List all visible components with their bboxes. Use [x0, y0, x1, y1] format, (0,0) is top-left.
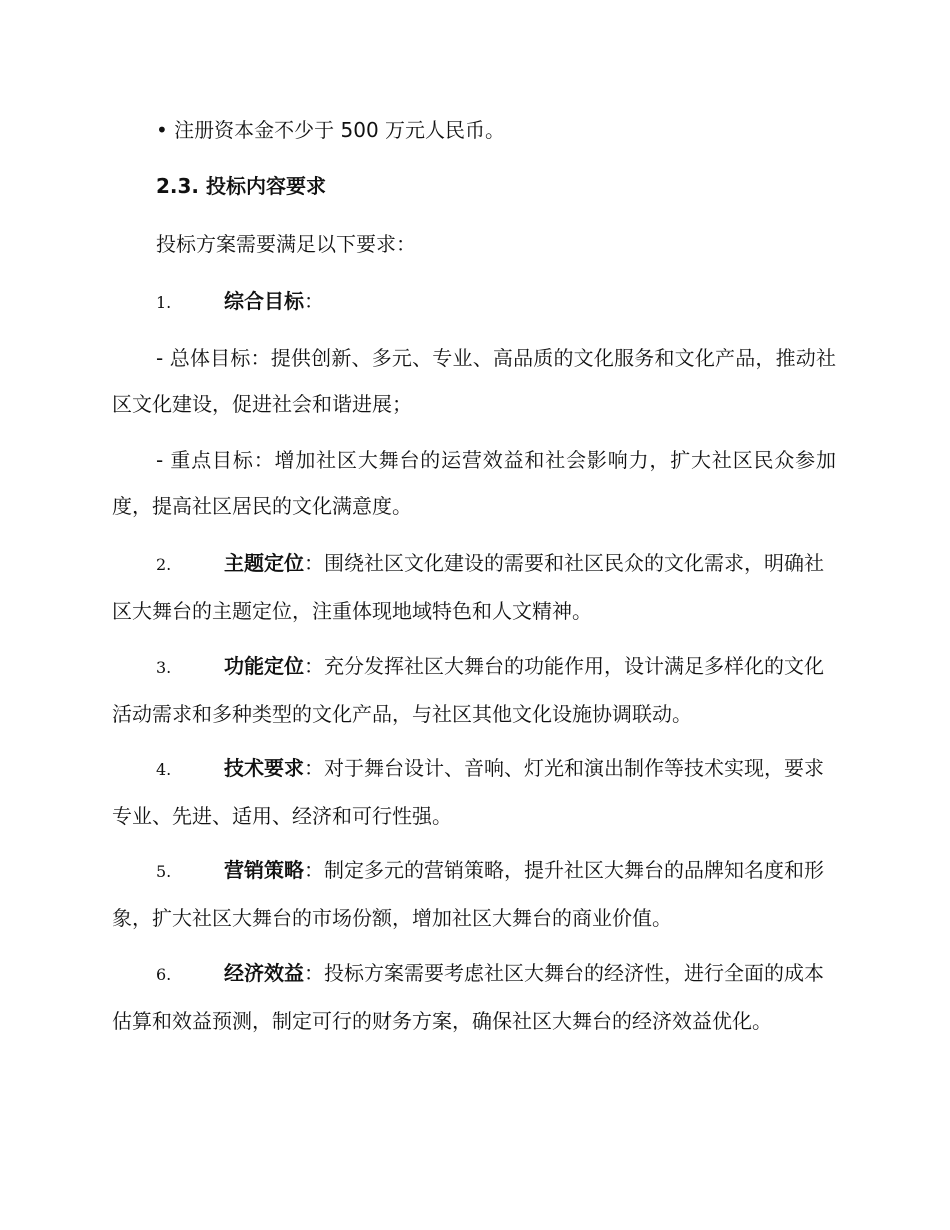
list-item [112, 643, 836, 737]
list-item [112, 847, 836, 941]
list-item-number: 5. [156, 862, 172, 881]
list-item-text: ： [304, 289, 324, 313]
list-item-number: 4. [156, 760, 172, 779]
list-item [112, 540, 836, 634]
list-item-term: 主题定位 [224, 551, 304, 575]
sub-goal-overall: - 总体目标：提供创新、多元、专业、高品质的文化服务和文化产品，推动社区文化建设，促进社会和谐进展； [112, 346, 836, 416]
list-item [112, 278, 836, 326]
list-item-term: 经济效益 [224, 961, 304, 985]
list-item-term: 技术要求 [224, 756, 304, 780]
list-item-text: ：充分发挥社区大舞台的功能作用，设计满足多样化的文化活动需求和多种类型的文化产品，与社区其他文化设施协调联动。 [112, 654, 824, 726]
intro-paragraph: 投标方案需要满足以下要求： [156, 232, 416, 256]
capital-requirement-line: • 注册资本金不少于 500 万元人民币。 [156, 118, 506, 142]
list-item-term: 功能定位 [224, 654, 304, 678]
list-item-number: 1. [156, 293, 172, 312]
list-item-term: 综合目标 [224, 289, 304, 313]
list-item-number: 2. [156, 555, 172, 574]
list-item-text: ：投标方案需要考虑社区大舞台的经济性，进行全面的成本估算和效益预测，制定可行的财务方案，确保社区大舞台的经济效益优化。 [112, 961, 824, 1033]
list-item [112, 950, 836, 1044]
list-item-number: 6. [156, 965, 172, 984]
section-heading: 2.3. 投标内容要求 [156, 174, 326, 198]
list-item-text: ：围绕社区文化建设的需要和社区民众的文化需求，明确社区大舞台的主题定位，注重体现地域特色和人文精神。 [112, 551, 824, 623]
list-item-text: ：对于舞台设计、音响、灯光和演出制作等技术实现，要求专业、先进、适用、经济和可行性强。 [112, 756, 824, 828]
list-item-text: ：制定多元的营销策略，提升社区大舞台的品牌知名度和形象，扩大社区大舞台的市场份额，增加社区大舞台的商业价值。 [112, 858, 824, 930]
sub-goal-key: - 重点目标：增加社区大舞台的运营效益和社会影响力，扩大社区民众参加度，提高社区居民的文化满意度。 [112, 448, 836, 518]
list-item-number: 3. [156, 658, 172, 677]
list-item [112, 745, 836, 839]
list-item-term: 营销策略 [224, 858, 304, 882]
